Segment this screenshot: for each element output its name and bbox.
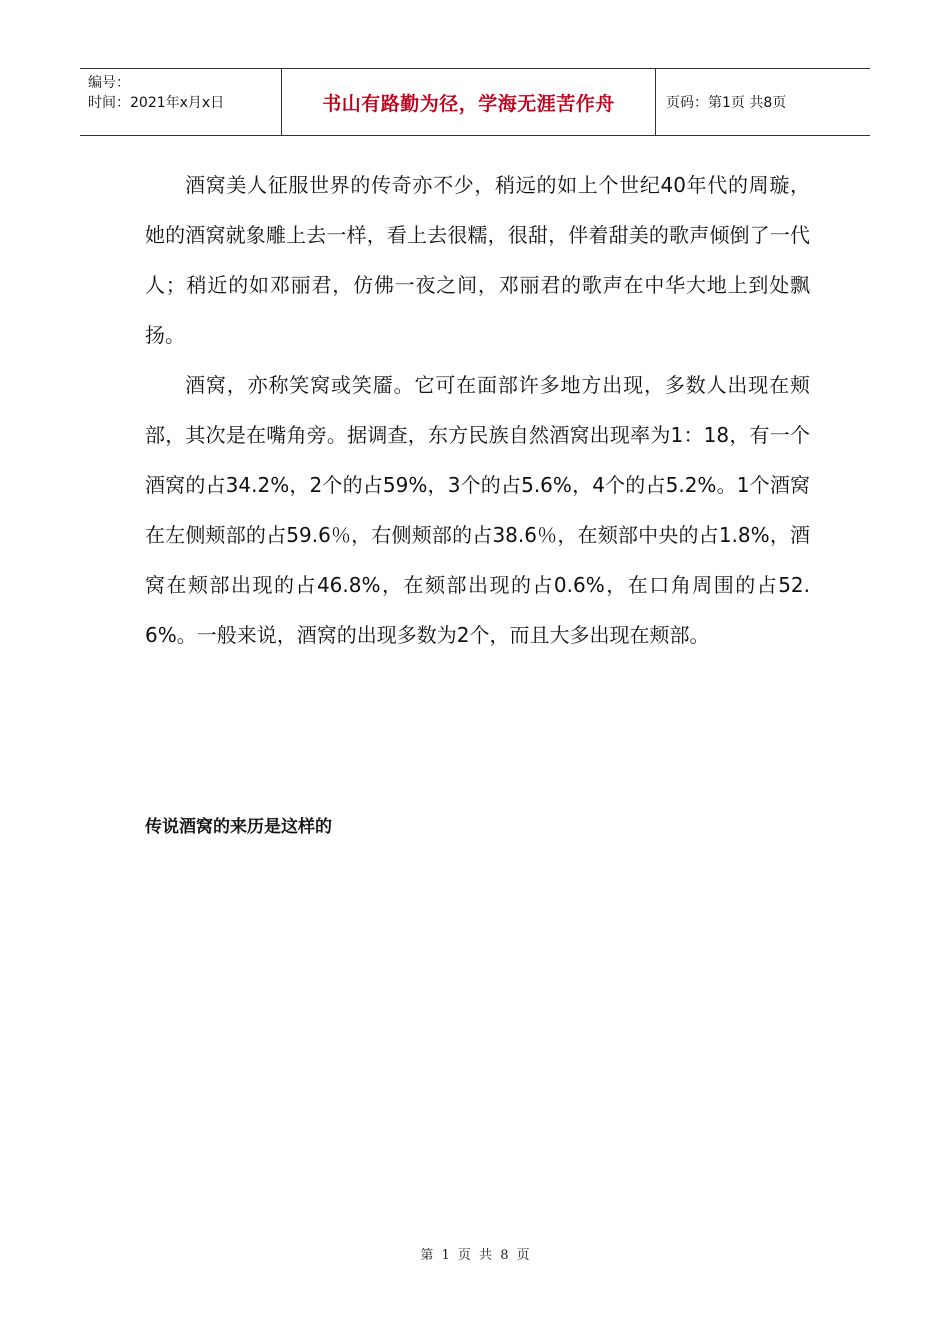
page-footer — [0, 1244, 950, 1263]
document-header — [80, 68, 870, 136]
footer-page-number: 第 1 页 共 8 页 — [420, 1248, 530, 1263]
header-page-info: 页码：第1页 共8页 — [666, 95, 787, 111]
header-page-cell — [656, 69, 870, 135]
body-paragraph: 酒窝美人征服世界的传奇亦不少，稍远的如上个世纪40年代的周璇，她的酒窝就象雕上去一样，看上去很糯，很甜，伴着甜美的歌声倾倒了一代人；稍近的如邓丽君，仿佛一夜之间，邓丽君的歌声在中华大地上到处飘扬。 — [145, 173, 810, 347]
header-meta-cell — [80, 69, 282, 135]
document-body — [145, 160, 810, 660]
body-paragraph: 酒窝，亦称笑窝或笑靥。它可在面部许多地方出现，多数人出现在颊部，其次是在嘴角旁。据调查，东方民族自然酒窝出现率为1：18，有一个酒窝的占34.2%，2个的占59%，3个的占5.6%，4个的占5.2%。1个酒窝在左侧颊部的占59.6％，右侧颊部的占38.6％，在颏部中央的占1.8%，酒窝在颊部出现的占46.8%，在颏部出现的占0.6%，在口角周围的占52.6%。一般来说，酒窝的出现多数为2个，而且大多出现在颊部。 — [145, 373, 810, 647]
document-date-label: 时间：2021年x月x日 — [88, 95, 225, 111]
header-motto: 书山有路勤为径，学海无涯苦作舟 — [322, 92, 615, 115]
document-number-label: 编号： — [88, 75, 130, 91]
header-motto-cell — [282, 69, 656, 135]
section-heading: 传说酒窝的来历是这样的 — [145, 817, 332, 837]
